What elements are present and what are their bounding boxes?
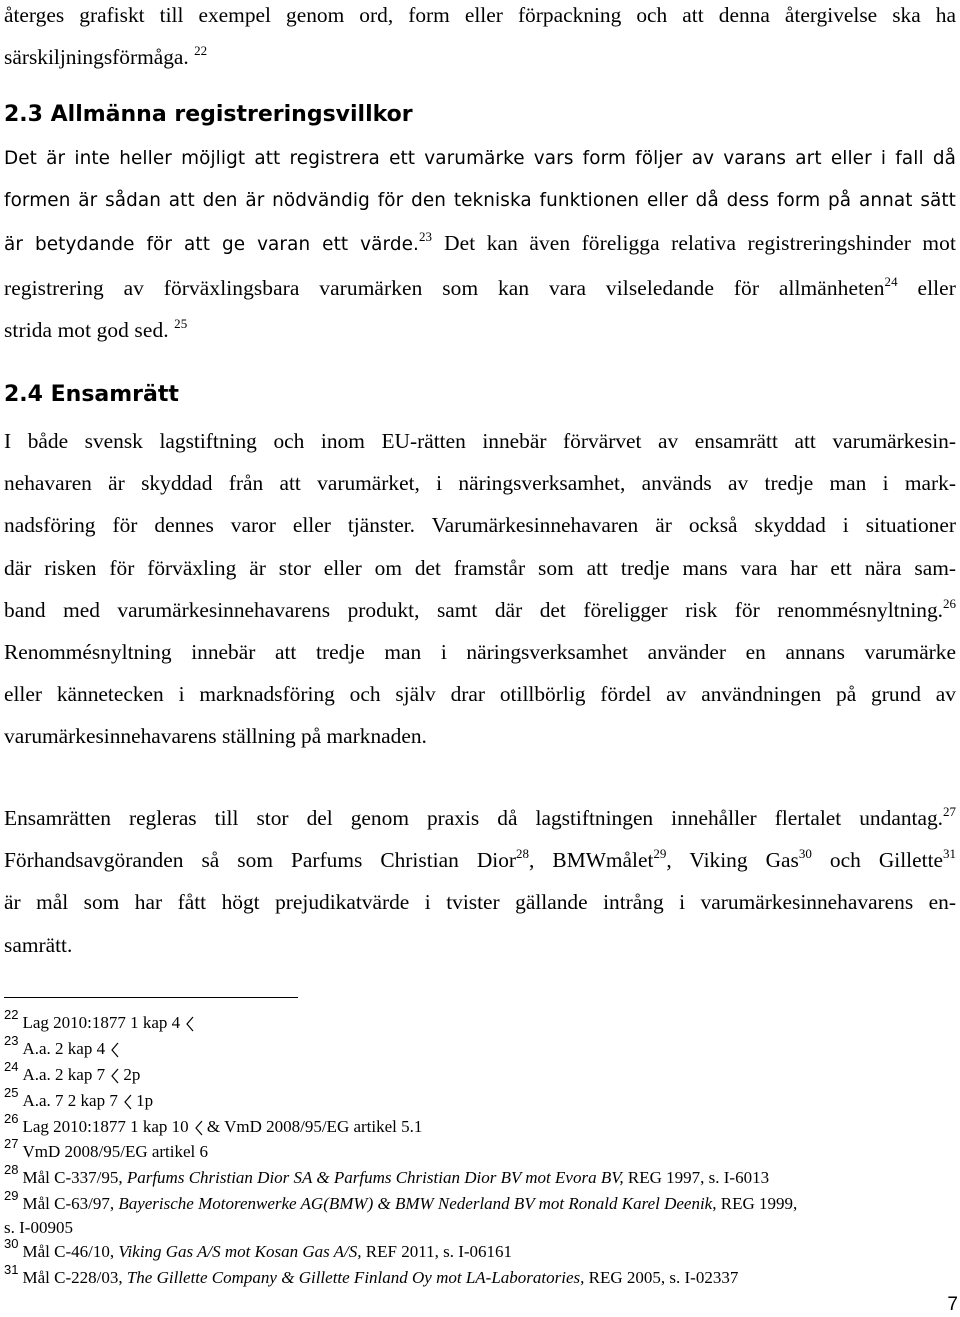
footnote-pre: Mål C-46/10, [22,1242,119,1262]
s24p2-line-2 [4,839,956,881]
page-number: 7 [947,1294,958,1315]
section-heading-2-3: 2.3 Allmänna registreringsvillkor [4,102,413,127]
intro-line-1: återges grafiskt till exempel genom ord, form eller förpackning och att denna återgivelse ska ha [4,3,956,27]
s24p1-line-4: där risken för förväxling är stor eller om det framstår som att tredje mans vara har ett nära sam- [4,555,956,580]
footnote-28 [4,1162,956,1191]
footnote-25 [4,1084,956,1114]
s23-line-3a: är betydande för att ge varan ett värde. [4,234,419,256]
footnote-after: 1p [136,1090,154,1110]
footnote-ref-27[interactable]: 27 [943,804,956,819]
footnote-separator [4,997,298,998]
footnote-ref-30[interactable]: 30 [798,846,812,862]
footnote-number: 23 [4,1032,19,1048]
s24p2-line-1-text: Ensamrätten regleras till stor del genom praxis då lagstiftningen innehåller flertalet undantag. [4,806,943,830]
footnote-31 [4,1262,956,1291]
section-sign-icon [124,1094,132,1110]
footnote-24 [4,1058,956,1088]
s24p1-line-5 [4,589,956,631]
footnote-post: REG 2005, s. I-02337 [584,1268,739,1288]
footnote-after: 2p [123,1064,141,1084]
section-2-4-paragraph-2 [4,797,956,966]
s23-line-4a: registrering av förväxlingsbara varumärken som kan vara vilseledande för allmänheten [4,275,885,300]
s24p1-line-8: varumärkesinnehavarens ställning på marknaden. [4,724,427,749]
footnote-text: A.a. 7 2 kap 7 [22,1090,118,1110]
s24p2-line-2c: , Viking Gas [666,848,799,873]
footnote-number: 28 [4,1162,19,1178]
footnote-ref-25[interactable]: 25 [174,315,188,331]
s24p1-line-1: I både svensk lagstiftning och inom EU-rätten innebär förvärvet av ensamrätt att varumärkesin- [4,429,956,453]
footnote-case-name: Bayerische Motorenwerke AG(BMW) & BMW Nederland BV mot Ronald Karel Deenik [118,1194,713,1214]
footnote-ref-26[interactable]: 26 [943,595,956,611]
footnote-case-name: The Gillette Company & Gillette Finland Oy mot LA-Laboratories, [126,1268,585,1288]
footnote-post: REG 1997, s. I-6013 [623,1168,770,1188]
footnote-text: A.a. 2 kap 7 [22,1064,106,1084]
footnote-ref-24[interactable]: 24 [884,273,898,289]
section-heading-2-4: 2.4 Ensamrätt [4,382,179,407]
footnote-case-name: Viking Gas A/S mot Kosan Gas A/S, [118,1242,362,1262]
footnote-29-continued [4,1217,956,1239]
s23-line-4 [4,267,956,309]
s23-line-5-text: strida mot god sed. [4,317,169,342]
footnote-ref-22[interactable]: 22 [194,43,208,59]
footnote-text: A.a. 2 kap 4 [22,1038,106,1058]
s23-line-3b: Det kan även föreligga relativa registreringshinder mot [444,231,956,256]
footnote-number: 27 [4,1136,19,1152]
footnote-pre: Mål C-337/95, [22,1168,127,1188]
section-sign-icon [111,1042,119,1058]
footnote-text: Lag 2010:1877 1 kap 10 [22,1116,189,1136]
s23-line-2: formen är sådan att den är nödvändig för den tekniska funktionen eller då dess form på annat sätt [4,190,956,212]
section-2-4-paragraph-1 [4,420,956,758]
footnote-number: 24 [4,1058,19,1074]
footnote-27 [4,1136,956,1165]
footnote-number: 29 [4,1188,19,1204]
footnote-number: 30 [4,1236,19,1252]
footnote-number: 22 [4,1007,19,1022]
s24p2-line-2a: Förhandsavgöranden så som Parfums Christian Dior [4,848,517,873]
footnote-after: & VmD 2008/95/EG artikel 5.1 [206,1116,423,1136]
s23-line-5 [4,309,956,351]
s24p1-line-2: nehavaren är skyddad från att varumärket, i näringsverksamhet, används av tredje man i mark- [4,471,956,496]
s24p2-line-2d: och Gillette [829,848,944,873]
s24p1-line-7: eller kännetecken i marknadsföring och själv drar otillbörlig fördel av användningen på grund av [4,682,956,707]
footnote-22 [4,1007,956,1036]
footnote-number: 31 [4,1262,19,1278]
intro-line-2 [4,36,956,78]
section-sign-icon [186,1016,194,1032]
s23-line-4b: eller [917,275,956,300]
footnote-29 [4,1188,956,1217]
intro-paragraph [4,0,956,78]
s24p1-line-5-text: band med varumärkesinnehavarens produkt, samt där det föreligger risk för renommésnyltning. [4,597,943,622]
footnote-text: Lag 2010:1877 1 kap 4 [22,1013,181,1032]
footnote-pre: Mål C-63/97, [22,1194,119,1214]
footnote-ref-31[interactable]: 31 [943,846,957,862]
s24p2-line-3: är mål som har fått högt prejudikatvärde i tvister gällande intrång i varumärkesinnehavarens en- [4,890,956,915]
s24p1-line-3: nadsföring för dennes varor eller tjänster. Varumärkesinnehavaren är också skyddad i situationer [4,513,956,538]
footnote-ref-29[interactable]: 29 [653,846,667,862]
footnote-text: VmD 2008/95/EG artikel 6 [22,1142,209,1162]
footnote-26 [4,1110,956,1140]
footnote-number: 25 [4,1084,19,1100]
section-sign-icon [195,1120,203,1136]
s24p2-line-1 [4,797,956,839]
s24p2-line-2b: , BMWmålet [529,848,654,873]
footnote-ref-23[interactable]: 23 [418,229,433,245]
footnote-number: 26 [4,1110,19,1126]
footnote-case-name: Parfums Christian Dior SA & Parfums Christian Dior BV mot Evora BV, [126,1168,624,1188]
footnote-continuation: s. I-00905 [4,1218,73,1238]
s24p1-line-6: Renommésnyltning innebär att tredje man i näringsverksamhet använder en annans varumärke [4,640,956,665]
s23-line-1: Det är inte heller möjligt att registrera ett varumärke vars form följer av varans art eller i fall då [4,148,956,169]
footnote-23 [4,1032,956,1062]
footnote-pre: Mål C-228/03, [22,1268,127,1288]
footnote-30 [4,1236,956,1265]
footnote-post: , REG 1999, [712,1194,798,1214]
footnote-ref-28[interactable]: 28 [516,846,530,862]
s23-line-3 [4,222,956,266]
footnotes-list [4,1007,956,1291]
section-2-3-paragraph [4,138,956,351]
footnote-post: REF 2011, s. I-06161 [361,1242,513,1262]
section-sign-icon [111,1068,119,1084]
intro-line-2-text: särskiljningsförmåga. [4,45,189,70]
s24p2-line-4: samrätt. [4,932,73,957]
